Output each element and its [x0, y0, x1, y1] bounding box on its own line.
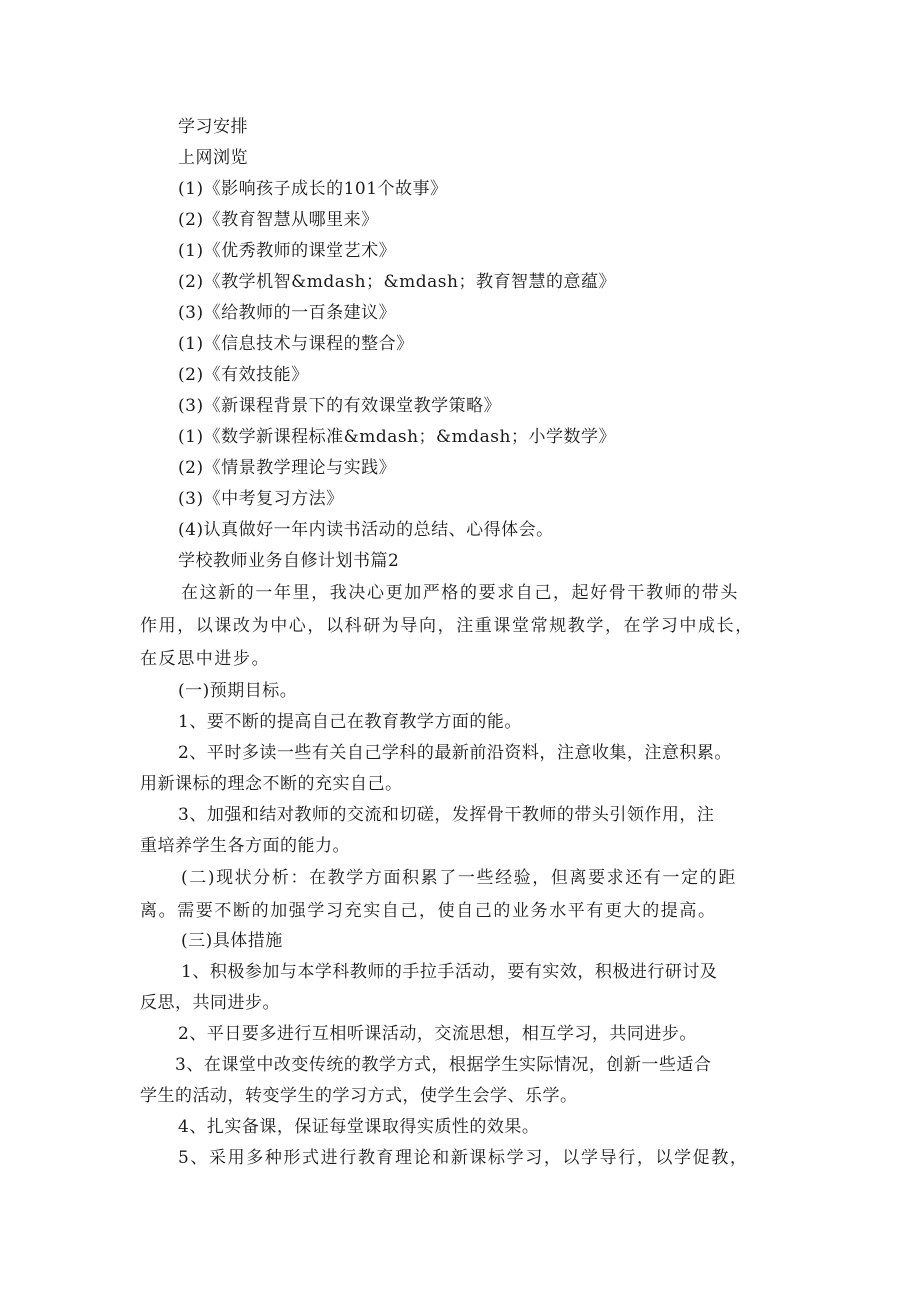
list-item: (2)《有效技能》 — [178, 365, 309, 385]
measure-1-line: 1、积极参加与本学科教师的手拉手活动，要有实效，积极进行研讨及 — [181, 962, 718, 982]
list-item: (3)《中考复习方法》 — [178, 489, 344, 509]
measure-4: 4、扎实备课，保证每堂课取得实质性的效果。 — [178, 1117, 540, 1137]
list-item: (2)《情景教学理论与实践》 — [178, 458, 397, 478]
measure-5: 5、采用多种形式进行教育理论和新课标学习，以学导行，以学促教， — [178, 1148, 749, 1168]
analysis-line: (二)现状分析：在教学方面积累了一些经验，但离要求还有一定的距 — [181, 868, 737, 888]
list-item: (1)《数学新课程标准&mdash；&mdash；小学数学》 — [178, 427, 616, 447]
list-item: (2)《教学机智&mdash；&mdash；教育智慧的意蕴》 — [178, 272, 616, 292]
goal-3-line: 3、加强和结对教师的交流和切磋，发挥骨干教师的带头引领作用，注 — [178, 805, 715, 825]
measure-3-line: 学生的活动，转变学生的学习方式，使学生会学、乐学。 — [140, 1086, 578, 1106]
intro-paragraph-line: 作用，以课改为中心，以科研为导向，注重课堂常规教学，在学习中成长， — [140, 616, 754, 636]
measures-title: (三)具体措施 — [181, 931, 283, 951]
list-item: (4)认真做好一年内读书活动的总结、心得体会。 — [178, 520, 554, 540]
intro-paragraph-line: 在这新的一年里，我决心更加严格的要求自己，起好骨干教师的带头 — [181, 583, 739, 603]
goal-2-line: 2、平时多读一些有关自己学科的最新前沿资料，注意收集，注意积累。 — [178, 743, 732, 763]
list-item: (1)《信息技术与课程的整合》 — [178, 334, 414, 354]
measure-2: 2、平日要多进行互相听课活动，交流思想，相互学习，共同进步。 — [178, 1024, 697, 1044]
heading-study-arrangement: 学习安排 — [178, 117, 248, 137]
heading-online-browsing: 上网浏览 — [178, 148, 248, 168]
list-item: (3)《新课程背景下的有效课堂教学策略》 — [178, 396, 502, 416]
measure-3-line: 3、在课堂中改变传统的教学方式，根据学生实际情况，创新一些适合 — [175, 1055, 712, 1075]
section-2-title: 学校教师业务自修计划书篇2 — [178, 551, 400, 571]
list-item: (1)《优秀教师的课堂艺术》 — [178, 241, 397, 261]
measure-1-line: 反思，共同进步。 — [140, 993, 280, 1013]
goal-3-line: 重培养学生各方面的能力。 — [140, 836, 350, 856]
list-item: (2)《教育智慧从哪里来》 — [178, 210, 379, 230]
list-item: (3)《给教师的一百条建议》 — [178, 303, 397, 323]
intro-paragraph-line: 在反思中进步。 — [140, 649, 271, 669]
goal-1: 1、要不断的提高自己在教育教学方面的能。 — [178, 712, 522, 732]
goal-2-line: 用新课标的理念不断的充实自己。 — [140, 774, 403, 794]
analysis-line: 离。需要不断的加强学习充实自己，使自己的业务水平有更大的提高。 — [140, 901, 717, 921]
goals-title: (一)预期目标。 — [178, 681, 298, 701]
list-item: (1)《影响孩子成长的101个故事》 — [178, 179, 448, 199]
